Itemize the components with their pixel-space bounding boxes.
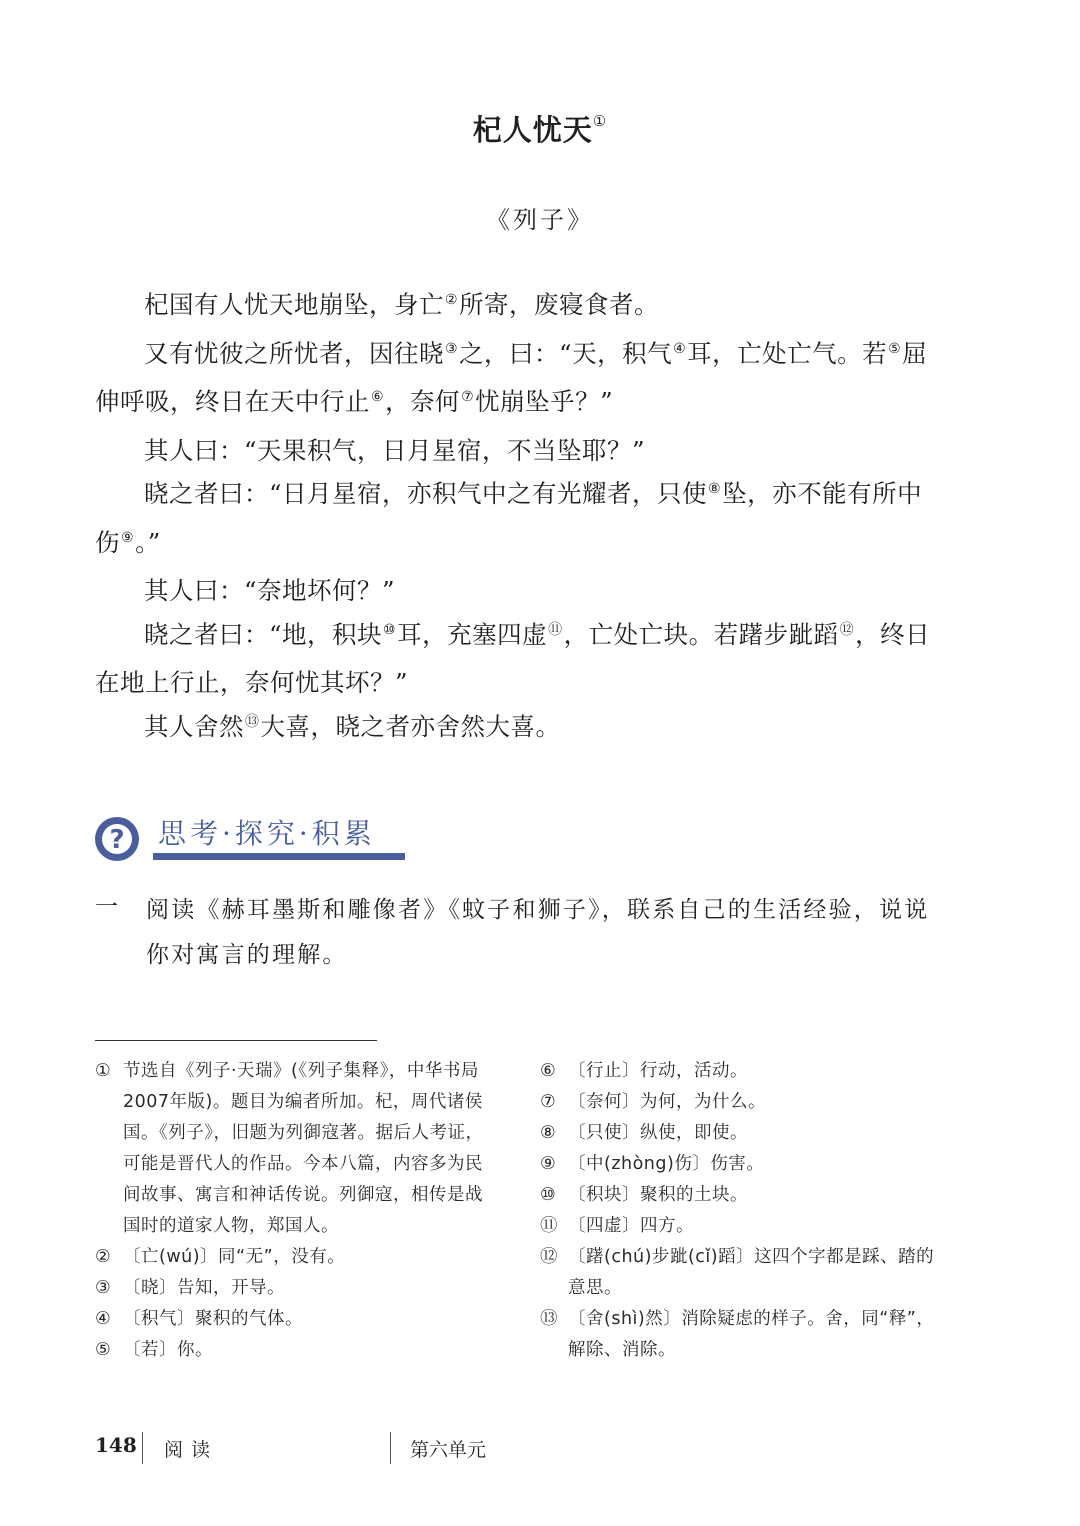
paragraph [95,332,945,429]
footnote-number: ⑥ [540,1061,557,1081]
footnote-mark: ⑨ [121,529,135,546]
footnote [95,1056,500,1242]
footnote-mark: ⑬ [245,713,260,730]
footnote-number: ② [95,1247,112,1267]
footnote [95,1273,500,1304]
footnote-mark: ⑪ [548,621,563,638]
footnote-number: ⑪ [540,1216,558,1236]
footnote-text: 〔奈何〕为何，为什么。 [568,1092,766,1112]
footnote-number: ① [95,1061,112,1081]
footnote-number: ⑤ [95,1340,112,1360]
footnote-number: ⑦ [540,1092,557,1112]
footnote-number: ⑫ [540,1247,558,1267]
question-text: 阅读《赫耳墨斯和雕像者》《蚊子和狮子》，联系自己的生活经验，说说你对寓言的理解。 [146,897,930,968]
footnote [540,1087,945,1118]
text-segment: 大喜，晓之者亦舍然大喜。 [260,711,561,741]
paragraph [95,569,945,613]
page-number: 148 [95,1433,137,1457]
footnote-mark: ⑤ [888,340,902,357]
footnote-text: 〔只使〕纵使，即使。 [568,1123,748,1143]
footnote-text: 〔四虚〕四方。 [568,1216,694,1236]
title-text: 杞人忧天 [472,113,593,147]
section-underline [153,853,405,860]
text-segment: 其人曰：“奈地坏何？” [144,576,396,605]
question-circle-icon [93,815,141,863]
footnote [540,1056,945,1087]
footnote-number: ③ [95,1278,112,1298]
footnote [95,1242,500,1273]
text-segment: 。” [135,527,161,557]
footnote-text: 〔舍(shì)然〕消除疑虑的样子。舍，同“释”，解除、消除。 [568,1309,935,1360]
text-segment: 所寄，废寝食者。 [459,290,660,319]
footnote-text: 〔躇(chú)步跐(cǐ)蹈〕这四个字都是踩、踏的意思。 [568,1247,935,1298]
footnote-number: ⑨ [540,1154,557,1174]
footnote-number: ④ [95,1309,112,1329]
footnote-text: 〔行止〕行动，活动。 [568,1061,748,1081]
footnote-mark: ② [445,292,459,308]
text-segment: 杞国有人忧天地崩坠，身亡 [144,290,444,319]
footnote [95,1335,500,1366]
footer-label: 阅读 [164,1439,219,1461]
paragraph [95,429,945,473]
text-segment: ，终日在地上行止，奈何忧其坏？” [95,619,931,697]
footer-unit: 第六单元 [410,1439,487,1461]
footnote [540,1242,945,1304]
footnote-text: 〔亡(wú)〕同“无”，没有。 [123,1247,346,1267]
footnote [540,1180,945,1211]
paragraph [95,283,945,332]
source-line: 《列子》 [486,206,594,234]
text-segment: 耳，亡处亡气。若 [687,338,888,368]
footer-separator [390,1432,391,1464]
footnote-divider [95,1040,377,1041]
footnote-text: 〔积气〕聚积的气体。 [123,1309,303,1329]
footnote-text: 〔若〕你。 [123,1340,213,1360]
footnote-mark: ⑧ [708,481,722,497]
main-text [95,283,945,753]
footer-separator [142,1432,143,1464]
footnote-text: 〔积块〕聚积的土块。 [568,1185,748,1205]
footnote-mark: ⑩ [383,621,397,638]
footnote-number: ⑧ [540,1123,557,1143]
footnote-mark: ⑫ [839,621,855,638]
footnote [540,1211,945,1242]
text-segment: 其人舍然 [144,711,244,741]
text-segment: ，亡处亡块。若躇步跐蹈 [563,619,839,649]
text-segment: 坠，亦不能有所中伤 [95,479,923,557]
title-footnote-mark: ① [592,112,608,131]
text-segment: 晓之者曰：“地，积块 [144,619,383,649]
footnote-mark: ⑦ [461,389,475,405]
footnote-text: 〔中(zhòng)伤〕伤害。 [568,1154,765,1174]
text-segment: 又有忧彼之所忧者，因往晓 [144,338,444,368]
text-segment: ，奈何 [385,387,461,416]
paragraph [95,472,945,569]
footnote [540,1118,945,1149]
question-number: 一 [95,894,118,920]
footnote [95,1304,500,1335]
text-segment: 晓之者曰：“日月星宿，亦积气中之有光耀者，只使 [144,479,708,508]
paragraph [95,613,945,705]
footnote [540,1149,945,1180]
svg-text:?: ? [109,825,125,855]
footnote-text: 〔晓〕告知，开导。 [123,1278,285,1298]
footnote-mark: ⑥ [371,389,385,405]
footnote [540,1304,945,1366]
footnotes-right-column [540,1056,945,1366]
text-segment: 其人曰：“天果积气，日月星宿，不当坠耶？” [144,435,646,465]
footnotes-left-column [95,1056,500,1366]
paragraph [95,705,945,754]
text-segment: 忧崩坠乎？” [475,387,614,416]
text-segment: 之，曰：“天，积气 [459,338,673,368]
section-title: 思考·探究·积累 [158,817,376,850]
text-segment: 屈伸呼吸，终日在天中行止 [95,338,928,416]
footnote-number: ⑩ [540,1185,557,1205]
footnote-mark: ④ [673,340,687,357]
text-segment: 耳，充塞四虚 [397,619,548,649]
page-title [0,108,1080,149]
footnote-text: 节选自《列子·天瑞》(《列子集释》，中华书局2007年版)。题目为编者所加。杞，周代诸侯国。《列子》，旧题为列御寇著。据后人考证，可能是晋代人的作品。今本八篇，内容多为民间故事、寓言和神话传说。列御寇，相传是战国时的道家人物，郑国人。 [123,1061,484,1236]
footnote-number: ⑬ [540,1309,558,1329]
footnote-mark: ③ [445,340,459,357]
